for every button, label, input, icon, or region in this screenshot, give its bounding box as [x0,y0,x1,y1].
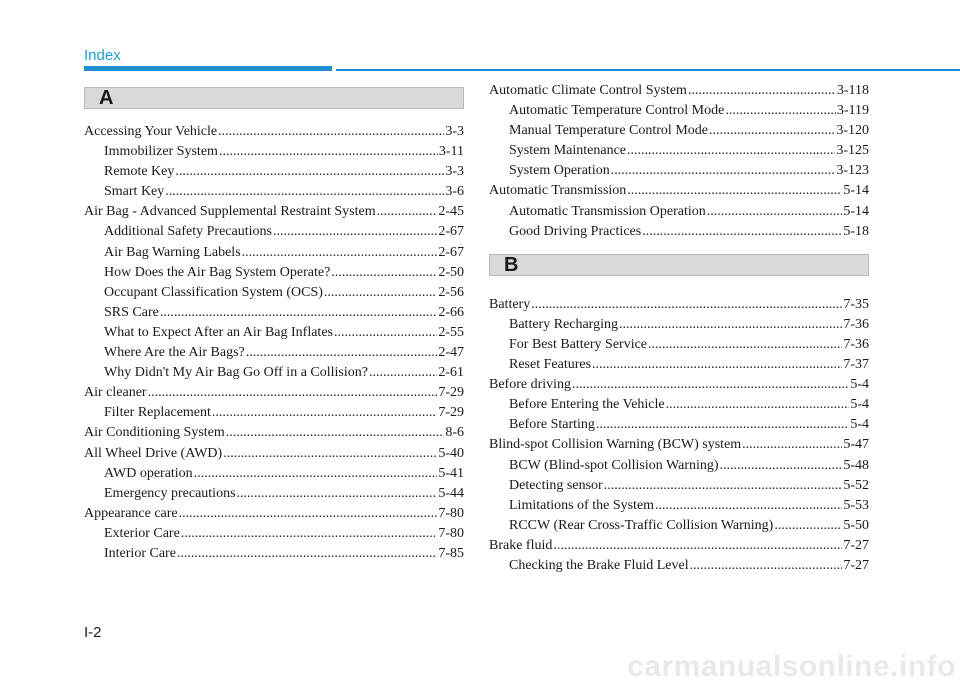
index-entry-term: Remote Key [104,164,175,180]
index-entry-page: 5-4 [850,417,869,433]
index-entry [489,295,869,315]
index-entry [84,222,464,242]
index-entry-page: 7-80 [438,505,464,521]
index-entry-page: 7-37 [843,357,869,373]
index-entry-term: Where Are the Air Bags? [104,345,245,361]
index-entry [84,423,464,443]
dot-leader [688,81,836,101]
dot-leader [369,363,437,383]
index-list-a-continued [489,81,869,242]
index-entry [84,343,464,363]
index-entry-page: 5-48 [843,457,869,473]
index-entry-term: AWD operation [104,465,193,481]
index-entry [489,222,869,242]
index-entry-term: Limitations of the System [509,497,655,513]
watermark: carmanualsonline.info [627,650,956,683]
dot-leader [774,516,842,536]
index-entry [489,476,869,496]
dot-leader [648,335,842,355]
index-entry-page: 8-6 [445,425,464,441]
index-entry-page: 3-120 [836,123,869,139]
index-entry-term: Battery Recharging [509,316,618,332]
index-entry-term: SRS Care [104,304,159,320]
index-entry-page: 5-52 [843,477,869,493]
index-entry [84,544,464,564]
index-entry [489,516,869,536]
page-number: I-2 [84,624,102,641]
index-entry [84,383,464,403]
dot-leader [223,444,437,464]
index-entry-term: Automatic Climate Control System [489,83,687,98]
index-entry [84,162,464,182]
index-entry-page: 3-3 [445,164,464,180]
index-entry-page: 5-47 [843,437,869,453]
index-entry-page: 3-11 [438,144,464,160]
dot-leader [160,303,437,323]
index-column-right [489,81,869,576]
header-rule-thick [84,66,332,71]
index-entry [84,182,464,202]
index-entry [489,415,869,435]
dot-leader [237,484,438,504]
index-entry-page: 3-6 [445,184,464,200]
index-column-left [84,87,464,564]
index-entry-term: Detecting sensor [509,477,603,493]
index-entry [489,335,869,355]
dot-leader [666,395,850,415]
dot-leader [226,423,445,443]
index-entry-page: 2-45 [438,204,464,220]
index-entry-term: Good Driving Practices [509,223,642,239]
dot-leader [655,496,842,516]
dot-leader [212,403,437,423]
index-entry-page: 2-50 [438,264,464,280]
index-entry-term: Appearance care [84,505,178,521]
index-entry-term: Brake fluid [489,537,553,553]
index-entry-term: BCW (Blind-spot Collision Warning) [509,457,719,473]
index-entry-term: Exterior Care [104,525,180,541]
index-entry-term: Additional Safety Precautions [104,224,272,240]
dot-leader [334,323,437,343]
index-entry [84,142,464,162]
index-entry-term: Automatic Transmission Operation [509,203,706,219]
index-entry-term: Blind-spot Collision Warning (BCW) system [489,437,742,453]
index-entry-page: 2-56 [438,284,464,300]
index-entry [84,283,464,303]
dot-leader [627,141,835,161]
index-entry-page: 5-4 [850,397,869,413]
index-entry [84,323,464,343]
dot-leader [324,283,437,303]
index-entry-page: 3-125 [836,143,869,159]
index-entry [489,496,869,516]
index-entry-page: 2-47 [438,345,464,361]
dot-leader [707,202,843,222]
header-rule-thin [336,69,960,71]
dot-leader [273,222,437,242]
index-entry-page: 2-67 [438,224,464,240]
dot-leader [642,222,842,242]
index-entry [489,181,869,201]
dot-leader [175,162,444,182]
index-entry-term: What to Expect After an Air Bag Inflates [104,324,333,340]
index-entry-term: Before driving [489,377,572,393]
index-entry-term: System Maintenance [509,143,627,159]
dot-leader [194,464,438,484]
index-entry-term: Why Didn't My Air Bag Go Off in a Collision? [104,365,368,381]
index-entry-term: Air Bag Warning Labels [104,244,241,260]
index-entry [489,121,869,141]
index-entry-page: 5-53 [843,497,869,513]
index-entry-page: 5-41 [438,465,464,481]
index-entry [489,456,869,476]
index-entry [84,403,464,423]
index-entry-page: 3-3 [445,124,464,139]
dot-leader [611,161,836,181]
index-entry [489,315,869,335]
index-entry-term: Before Entering the Vehicle [509,397,665,413]
index-entry-page: 2-67 [438,244,464,260]
index-entry-page: 2-66 [438,304,464,320]
dot-leader [596,415,849,435]
index-entry-page: 2-61 [438,365,464,381]
dot-leader [219,142,438,162]
index-entry-term: Manual Temperature Control Mode [509,123,708,139]
index-entry [84,202,464,222]
index-entry-page: 7-36 [843,316,869,332]
dot-leader [377,202,438,222]
index-entry [84,303,464,323]
dot-leader [218,122,444,142]
index-entry-page: 7-85 [438,545,464,561]
dot-leader [604,476,843,496]
section-letter-a: A [84,87,464,109]
index-entry-term: Battery [489,296,531,312]
index-entry [489,202,869,222]
dot-leader [553,536,842,556]
index-entry-term: Immobilizer System [104,144,218,160]
dot-leader [531,295,842,315]
index-entry [84,363,464,383]
index-entry-term: Smart Key [104,184,165,200]
index-entry-page: 7-27 [843,537,869,553]
index-entry-page: 7-27 [843,557,869,573]
index-entry-page: 5-44 [438,485,464,501]
dot-leader [331,263,437,283]
index-entry [84,444,464,464]
index-entry-term: Occupant Classification System (OCS) [104,284,323,300]
index-entry-page: 7-35 [843,296,869,312]
index-entry-term: How Does the Air Bag System Operate? [104,264,331,280]
index-entry-term: Checking the Brake Fluid Level [509,557,689,573]
index-entry [84,464,464,484]
index-entry [489,395,869,415]
index-entry [84,122,464,142]
index-entry-page: 3-118 [836,83,869,98]
index-entry-term: Filter Replacement [104,405,211,421]
index-entry [489,101,869,121]
index-entry [84,484,464,504]
index-entry [489,355,869,375]
dot-leader [148,383,438,403]
index-entry [489,375,869,395]
dot-leader [572,375,849,395]
index-entry-term: All Wheel Drive (AWD) [84,445,223,461]
dot-leader [742,435,842,455]
index-entry [84,524,464,544]
page-header-title: Index [84,47,121,64]
index-entry [84,504,464,524]
index-entry-term: Air Bag - Advanced Supplemental Restraint System [84,204,376,220]
index-entry-term: Air cleaner [84,385,147,401]
index-entry-page: 7-36 [843,336,869,352]
index-entry-term: Reset Features [509,357,592,373]
dot-leader [181,524,438,544]
index-entry-page: 5-14 [843,203,869,219]
dot-leader [619,315,842,335]
dot-leader [627,181,842,201]
index-entry-page: 7-80 [438,525,464,541]
dot-leader [690,556,843,576]
dot-leader [720,456,843,476]
index-entry [489,435,869,455]
index-entry-page: 3-119 [836,103,869,119]
index-entry-term: Automatic Transmission [489,183,627,199]
index-entry-term: Automatic Temperature Control Mode [509,103,725,119]
dot-leader [725,101,836,121]
index-entry-term: Emergency precautions [104,485,236,501]
index-entry-page: 5-4 [850,377,869,393]
index-entry [489,161,869,181]
index-entry-page: 5-18 [843,223,869,239]
index-entry [84,243,464,263]
index-entry [489,536,869,556]
index-entry-term: Accessing Your Vehicle [84,124,218,139]
index-list-a [84,122,464,564]
index-entry-page: 5-40 [438,445,464,461]
dot-leader [592,355,842,375]
dot-leader [709,121,835,141]
index-entry-page: 7-29 [438,405,464,421]
index-entry-term: Air Conditioning System [84,425,225,441]
dot-leader [177,544,437,564]
index-entry-term: System Operation [509,163,610,179]
index-entry [84,263,464,283]
index-entry-page: 2-55 [438,324,464,340]
index-entry-page: 7-29 [438,385,464,401]
index-entry-term: RCCW (Rear Cross-Traffic Collision Warning) [509,517,774,533]
index-entry-page: 3-123 [836,163,869,179]
index-entry-page: 5-50 [843,517,869,533]
index-entry [489,556,869,576]
index-entry [489,81,869,101]
index-entry-term: For Best Battery Service [509,336,648,352]
section-letter-b: B [489,254,869,276]
dot-leader [165,182,444,202]
index-entry-term: Interior Care [104,545,176,561]
index-entry-term: Before Starting [509,417,595,433]
index-list-b [489,295,869,576]
index-entry-page: 5-14 [843,183,869,199]
dot-leader [246,343,438,363]
index-entry [489,141,869,161]
dot-leader [179,504,438,524]
dot-leader [242,243,438,263]
